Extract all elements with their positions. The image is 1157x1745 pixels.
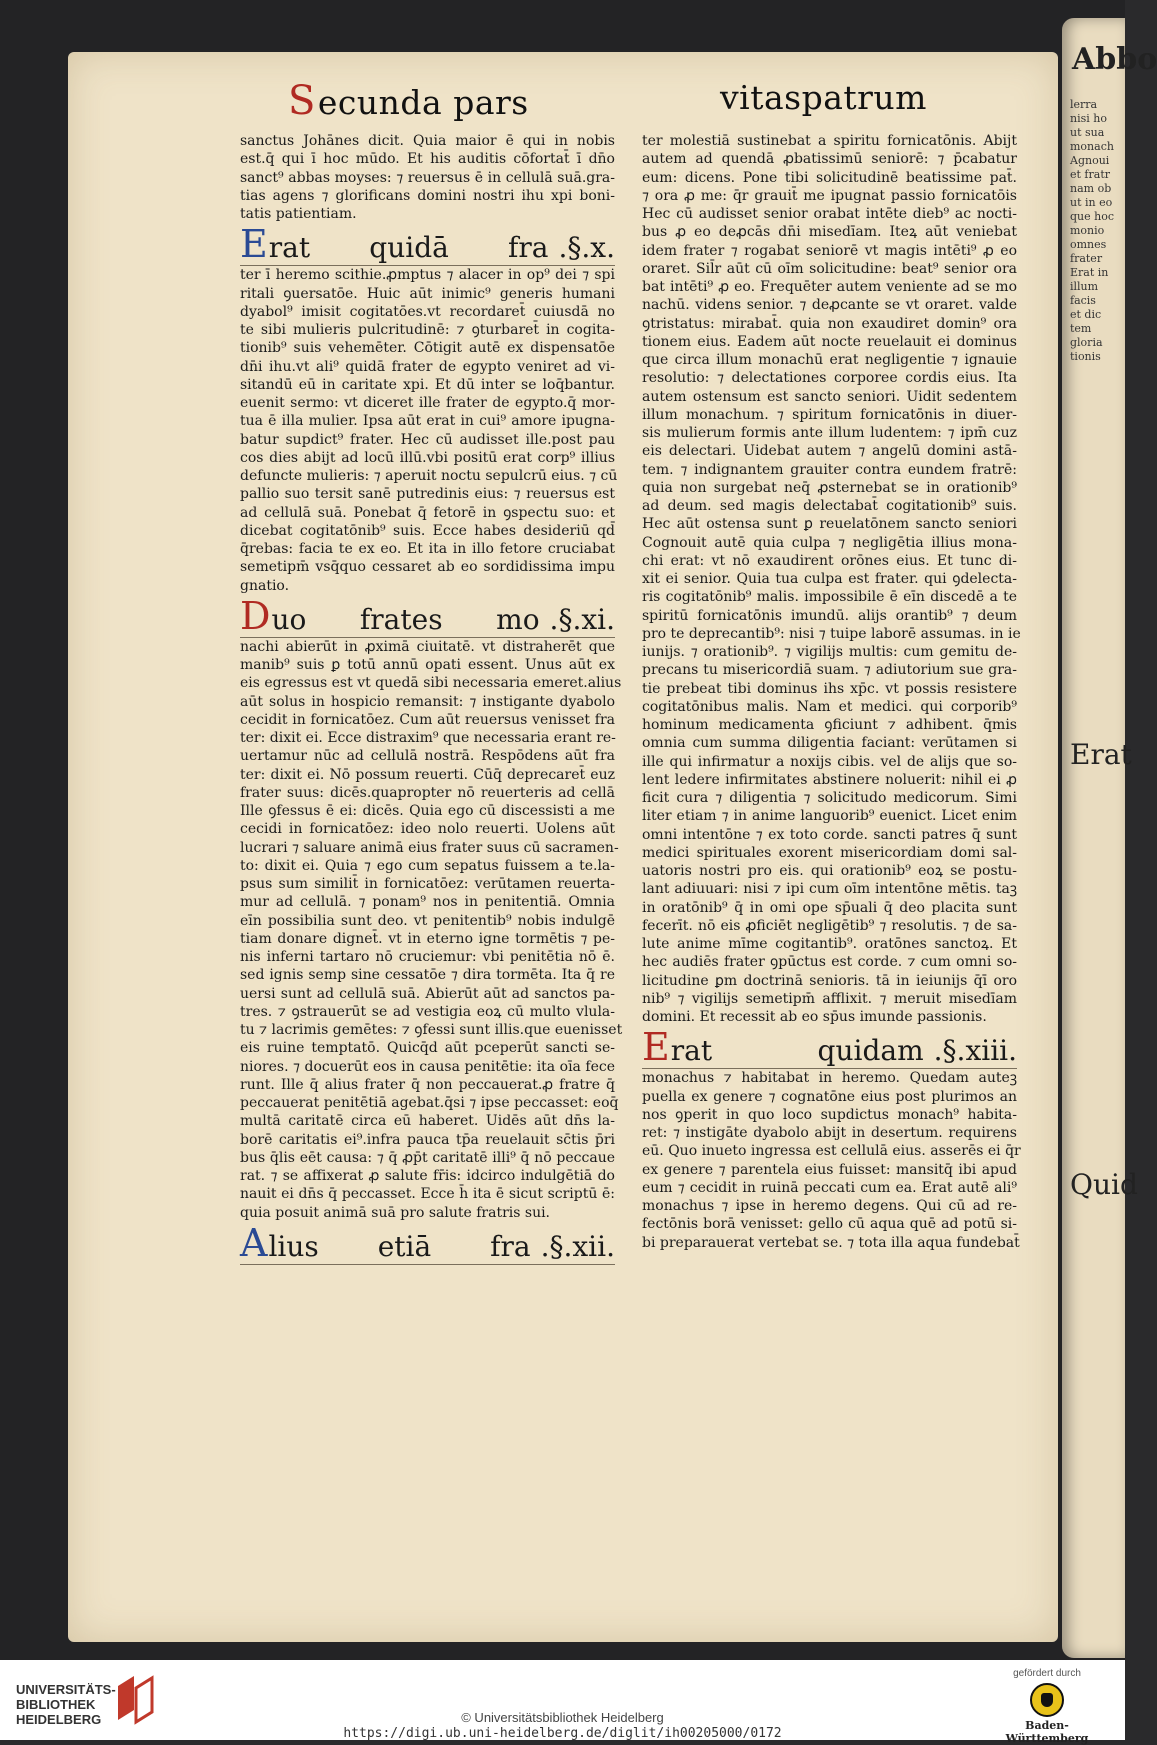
text-line: sis mulierum formis ante illum ludentem: ⁊ ipm̄ cuz [642, 425, 1017, 441]
text-line: omnia cum summa diligentia faciant: verūtamen si [642, 735, 1017, 752]
sponsor-label: gefördert durch [1013, 1668, 1081, 1679]
text-line: eīn possibilia sunt deo. vt penitentib⁹ nobis indulgē [240, 912, 615, 929]
text-line: aūt solus in hospicio remansit: ⁊ instigante dyabolo [240, 693, 615, 710]
text-line: monachus ⁊ habitabat in heremo. Quedam auteꝫ [642, 1070, 1017, 1087]
text-line: Hec cū audisset senior orabat intēte dieb⁹ ac nocti- [642, 206, 1017, 222]
text-line: dn̄i ihu.vt ali⁹ quidā frater de egypto veniret ad vi- [240, 358, 615, 375]
section-heading-xii [240, 1220, 615, 1265]
facing-page-initial: Erat [1070, 738, 1132, 771]
text-line: cogitatōnibus malis. Nam et medici. qui corporib⁹ [642, 698, 1017, 715]
text-line: defuncte mulieris: ⁊ aperuit noctu sepulcrū eius. ⁊ cū [240, 468, 618, 484]
text-line: nis inferni tartaro nō cruciemur: vbi penitētia nō ē. [240, 949, 615, 965]
text-line: rat. ⁊ se affixerat ꝓ salute fr̄is: idcirco indulgētiā do [240, 1168, 615, 1184]
text-line: Hec aūt ostensa sunt ꝑ reuelatōnem sancto seniori [642, 516, 1017, 533]
text-line: idem frater ⁊ rogabat seniorē vt magis intēti⁹ ꝓ eo [642, 242, 1017, 259]
text-line: xit ei senior. Quia tua culpa est frater. qui ꝯdelecta- [642, 571, 1017, 587]
left-text-column [240, 132, 623, 1265]
text-line: tua ē illa mulier. Ipsa aūt erat in cui⁹ amore ipugna- [240, 413, 615, 430]
section-number: .§.xii. [540, 1229, 615, 1263]
text-line: que circa illum monachū erat negligentie ⁊ ignauie [642, 352, 1017, 368]
text-line: tionib⁹ suis vehemēter. Cōtigit autē ex dispensatōe [240, 340, 615, 357]
text-line: tatis patientiam. [240, 206, 357, 222]
text-line: autem ad quendā ꝓbatissimū seniorē: ⁊ p̄cabatur [642, 151, 1017, 168]
text-line: ex genere ⁊ parentela eius fuisset: mansitq̄ ibi apud [642, 1161, 1017, 1178]
text-line: spiritū fornicatōnis imundū. alijs orantib⁹ ⁊ deum [642, 607, 1017, 624]
text-line: eis delectari. Uidebat autem ⁊ angelū domini astā- [642, 443, 1017, 460]
text-line: ⁊ ora ꝓ me: q̄r grauit̄ me ipugnat passio fornicatōis [642, 187, 1017, 204]
text-line: semetipm̄ vsq̄quo cessaret ab eo sordidissima impu [240, 559, 615, 576]
text-line: ille qui infirmatur a noxijs cibis. vel de alijs que so- [642, 753, 1017, 770]
text-line: quia non surgebat neq̄ ꝓsternebat se in orationib⁹ [642, 479, 1017, 496]
right-paragraph-b [642, 1069, 1021, 1252]
text-line: puella ex genere ⁊ cognatōne eius post plurimos an [642, 1088, 1017, 1105]
left-paragraph-b [240, 266, 618, 595]
text-line: ritali ꝯuersatōe. Huic aūt inimic⁹ generis humani [240, 285, 615, 302]
text-line: hec audiēs frater ꝯpūctus est corde. ⁊ cum omni so- [642, 954, 1017, 971]
rubric-initial: A [240, 1220, 268, 1265]
text-line: multā caritatē circa eū haberet. Uidēs aūt dn̄s la- [240, 1113, 615, 1130]
text-line: iunijs. ⁊ orationib⁹. ⁊ vigilijs multis: cum gemitu de- [642, 644, 1017, 660]
facing-page-fragment [1062, 18, 1157, 1658]
text-line: eum: dicens. Pone tibi solicitudinē beatissime pat̄. [642, 169, 1017, 186]
text-line: peccauerat penitētiā agebat.q̄si ⁊ ipse peccasset: eoq̄ [240, 1095, 619, 1111]
running-head-left-text: ecunda pars [317, 83, 529, 122]
text-line: ter: dixit ei. Ecce distraxim⁹ que necessaria erant re- [240, 730, 616, 746]
text-line: bus ꝓ eo deꝓcās dn̄i misedīam. Iteꝝ aūt veniebat [642, 224, 1017, 241]
text-line: eum ⁊ cecidit in ruinā peccati cum ea. Erat autē ali⁹ [642, 1179, 1017, 1196]
text-line: ret: ⁊ instigāte dyabolo abijt in desertum. requirens [642, 1125, 1017, 1141]
text-line: monachus ⁊ ipse in heremo degens. Qui cū ad re- [642, 1198, 1017, 1214]
sponsor-name: Baden-Württemberg [1005, 1719, 1089, 1745]
text-line: dicebat cogitatōnib⁹ suis. Ecce habes desideriū qd̄ [240, 522, 615, 539]
text-line: oraret. Sil̄r aūt cū oīm solicitudine: beat⁹ senior ora [642, 260, 1017, 277]
text-line: tres. ⁊ ꝯstrauerūt se ad vestigia eoꝝ cū multo vlula- [240, 1003, 615, 1020]
text-line: nib⁹ ⁊ vigilijs semetipm̄ afflixit. ⁊ meruit misedīam [642, 990, 1017, 1007]
section-number: .§.xiii. [933, 1034, 1017, 1068]
facing-page-text: lerra nisi ho ut sua monach Agnoui et fratr nam ob ut in eo que hoc monio omnes frater Erat in illum facis et dic tem gloria tionis [1070, 98, 1114, 363]
text-line: quia posuit animā suā pro salute fratris sui. [240, 1204, 551, 1221]
text-line: uersi sunt ad cellulā suā. Abierūt aūt ad sanctos pa- [240, 985, 615, 1002]
text-line: tu ⁊ lacrimis gemētes: ⁊ ꝯfessi sunt illis.que euenisset [240, 1022, 623, 1038]
text-line: tie prebeat tibi dominus ihs xp̄c. vt possis resistere [642, 680, 1017, 697]
text-line: cecidit in fornicatōez. Cum aūt reuersus venisset fra [240, 711, 615, 728]
text-line: tionem eius. Eadem aūt nocte reuelauit ei dominus [642, 333, 1017, 350]
text-line: Ille ꝯfessus ē ei: dicēs. Quia ego cū discessisti a me [240, 803, 615, 819]
text-line: chi erat: vt nō exaudirent orōnes eius. Et tunc di- [642, 552, 1017, 569]
text-line: tiam donare dignet̄. vt in eterno igne tormētis ⁊ pe- [240, 930, 615, 947]
section-heading-text: lius etiā fra [268, 1229, 531, 1263]
left-paragraph-c [240, 638, 623, 1222]
text-line: pallio suo tersit sanē putredinis eius: ⁊ reuersus est [240, 486, 615, 503]
section-heading-xiii [642, 1025, 1017, 1070]
text-line: eis egressus est vt quedā sibi necessaria emeret.alius [240, 675, 622, 692]
text-line: frater suus: dicēs.quapropter nō reuerteris ad cellā [240, 784, 615, 801]
text-line: licitudine ꝑm doctrinā senioris. tā in ieiunijs q̄ī oro [642, 972, 1017, 989]
text-line: ris cogitatōnib⁹ malis. impossibile ē eīn discedē a te [642, 589, 1017, 606]
text-line: lent ledere infirmitates abstinere noluerit: nihil ei ꝓ [642, 771, 1017, 788]
text-line: nauit ei dn̄s q̄ peccasset. Ecce h̄ ita ē sicut scriptū ē: [240, 1186, 615, 1203]
text-line: dyabol⁹ imisit cogitatōes.vt recordaret̄ cuiusdā no [240, 303, 615, 320]
text-line: lant adiuuari: nisi ⁊ ipi cum oīm intentōne mētis. taꝫ [642, 881, 1017, 898]
text-line: tias agens ⁊ glorificans domini nostri ihu xpi boni- [240, 187, 615, 204]
text-line: ad deum. sed magis delectabat̄ cogitationib⁹ suis. [642, 498, 1017, 514]
section-number: .§.xi. [549, 602, 615, 636]
text-line: borē caritatis ei⁹.infra pauca tp̄a reuelauit sc̄tis p̄ri [240, 1131, 615, 1148]
text-line: manib⁹ suis ꝑ totū annū opati essent. Unus aūt ex [240, 657, 615, 673]
sponsor-block [987, 1668, 1107, 1745]
section-heading-text: rat quidā fra [268, 231, 549, 265]
text-line: ter molestiā sustinebat a spiritu fornicatōnis. Abijt [642, 133, 1017, 149]
running-head-right: vitaspatrum [720, 78, 927, 117]
text-line: fecerīt. nō eis ꝓficiēt negligētib⁹ ⁊ resolutis. ⁊ de sa- [642, 917, 1017, 934]
text-line: liter etiam ⁊ in anime languorib⁹ euenict. Licet enim [642, 808, 1017, 825]
copyright-notice: © Universitätsbibliothek Heidelberg [461, 1710, 664, 1725]
text-line: eū. Quo inueto ingressa est cellulā eius. asserēs ei q̄r [642, 1143, 1021, 1160]
text-line: to: dixit ei. Quia ⁊ ego cum sepatus fuissem a te.la- [240, 857, 615, 874]
right-text-column [642, 132, 1021, 1252]
text-line: sanctus Johānes dicit. Quia maior ē qui in nobis [240, 133, 615, 149]
text-line: bus q̄lis eēt causa: ⁊ q̄ ꝓp̄t caritatē illi⁹ q̄ nō peccaue [240, 1149, 615, 1166]
text-line: uatoris nostri pro eis. qui orationib⁹ eoꝝ se postu- [642, 863, 1017, 879]
section-heading-text: uo frates mo [271, 602, 540, 636]
text-line: sed ignis semp sine cessatōe ⁊ dira tormēta. Ita q̄ re [240, 967, 615, 984]
text-line: tem. ⁊ indignantem grauiter contra eundem fratrē: [642, 461, 1017, 478]
text-line: nachi abierūt in ꝓximā ciuitatē. vt distraherēt que [240, 638, 615, 655]
text-line: te sibi mulieris pulcritudinē: ⁊ ꝯturbaret̄ in cogita- [240, 322, 615, 338]
right-paragraph-a [642, 132, 1021, 1026]
text-line: ꝯtristatus: mirabat̄. quia non exaudiret domin⁹ ora [642, 315, 1017, 332]
text-line: omni intentōne ⁊ ex toto corde. sancti patres q̄ sunt [642, 826, 1017, 843]
rubric-initial: D [240, 593, 271, 638]
text-line: resolutio: ⁊ delectationes corporee cordis eius. Ita [642, 370, 1017, 387]
text-line: runt. Ille q̄ alius frater q̄ non peccauerat.ꝓ fratre q̄ [240, 1076, 615, 1093]
text-line: mur ad cellulā. ⁊ ponam⁹ nos in penitentiā. Omnia [240, 894, 615, 911]
state-seal-icon [1030, 1683, 1064, 1717]
text-line: euenit sermo: vt diceret ille frater de egypto.q̄ mor- [240, 395, 615, 411]
left-paragraph-a [240, 132, 615, 223]
text-line: batur supdict⁹ frater. Hec cū audisset ille.post pau [240, 431, 615, 448]
rubric-initial: E [642, 1025, 670, 1070]
facing-page-initial: Quid [1070, 1168, 1138, 1201]
text-line: gnatio. [240, 577, 290, 594]
running-head-left [288, 78, 529, 124]
text-line: precans tu misericordiā suam. ⁊ adiutorium sue gra- [642, 662, 1017, 679]
section-number: .§.x. [558, 231, 615, 265]
text-line: fectōnis borā venisset: gello cū aqua quē ad potū si- [642, 1216, 1017, 1233]
text-line: sanct⁹ abbas moyses: ⁊ reuersus ē in cellulā suā.gra- [240, 169, 615, 186]
text-line: bi preparauerat vertebat se. ⁊ tota illa aqua fundebat̄ [642, 1234, 1020, 1251]
text-line: bat intēti⁹ ꝓ eo. Frequēter autem veniente ad se mo [642, 279, 1017, 295]
text-line: nos ꝯperit in quo loco supdictus monach⁹ habita- [642, 1106, 1017, 1123]
text-line: autem ostensum est sancto seniori. Uidit sedentem [642, 388, 1017, 405]
text-line: lute anime mīme cogitantib⁹. oratōnes sanctoꝝ. Et [642, 936, 1017, 952]
text-line: ter: dixit ei. Nō possum reuerti. Cūq̄ deprecaret̄ euz [240, 766, 615, 783]
text-line: q̄rebas: facia te ex eo. Et ita in illo fetore cruciabat [240, 541, 615, 557]
text-line: uertamur nūc ad cellulā nostrā. Respōdens aūt fra [240, 748, 615, 765]
text-line: lucrari ⁊ saluare animā eius frater suus cū sacramen- [240, 839, 619, 856]
facing-page-running-head: Abbo [1072, 42, 1157, 77]
text-line: cecidi in fornicatōez: ideo nolo reuerti. Uolens aūt [240, 821, 615, 838]
text-line: ter ī heremo scithie.ꝓmptus ⁊ alacer in op⁹ dei ⁊ spi [240, 267, 615, 284]
text-line: in oratōnib⁹ q̄ in omi ope sp̄uali q̄ deo placita sunt [642, 899, 1017, 916]
text-line: pro te deprecantib⁹: nisi ⁊ tuipe laborē assumas. in ie [642, 625, 1021, 642]
text-line: ad cellulā suā. Ponebat q̄ fetorē in ꝯspectu suo: et [240, 504, 615, 521]
text-line: cos dies abijt ad locū illū.vbi positū erat corp⁹ illius [240, 449, 615, 466]
running-head-initial: S [288, 78, 316, 124]
section-heading-x [240, 222, 615, 267]
text-line: nachū. videns senior. ⁊ deꝓcante se vt oraret. valde [642, 297, 1017, 314]
rubric-initial: E [240, 222, 268, 267]
text-line: niores. ⁊ docuerūt eos in causa penitētie: ita oīa fece [240, 1058, 615, 1075]
section-heading-text: rat quidam [670, 1034, 924, 1068]
text-line: sitandū eū in caritate xpi. Et dū inter se loq̄bantur. [240, 376, 615, 393]
text-line: psus sum similit̄ in fornicatōez: verūtamen reuerta- [240, 876, 615, 892]
text-line: eis ruine temptatō. Quicq̄d aūt pceperūt sancti se- [240, 1040, 615, 1057]
permalink[interactable]: https://digi.ub.uni-heidelberg.de/diglit/ih00205000/0172 [343, 1726, 782, 1741]
text-line: illum monachum. ⁊ spiritum fornicatōnis in diuer- [642, 406, 1017, 423]
text-line: hominum medicamenta ꝯficiunt ⁊ adhibent. q̄mis [642, 717, 1017, 733]
text-line: ficit cura ⁊ diligentia ⁊ solicitudo medicorum. Simi [642, 790, 1017, 806]
text-line: est.q̄ qui ī hoc mūdo. Et his auditis cōfortat̄ ī dn̄o [240, 151, 615, 168]
viewer-footer [0, 1660, 1125, 1745]
library-logo-text: UNIVERSITÄTS- BIBLIOTHEK HEIDELBERG [16, 1682, 116, 1727]
text-line: Cognouit autē quia culpa ⁊ negligētia illius mona- [642, 534, 1017, 551]
text-line: medici spirituales exorent misericordiam domi sal- [642, 844, 1017, 861]
section-heading-xi [240, 593, 615, 638]
text-line: domini. Et recessit ab eo sp̄us imunde passionis. [642, 1009, 987, 1025]
